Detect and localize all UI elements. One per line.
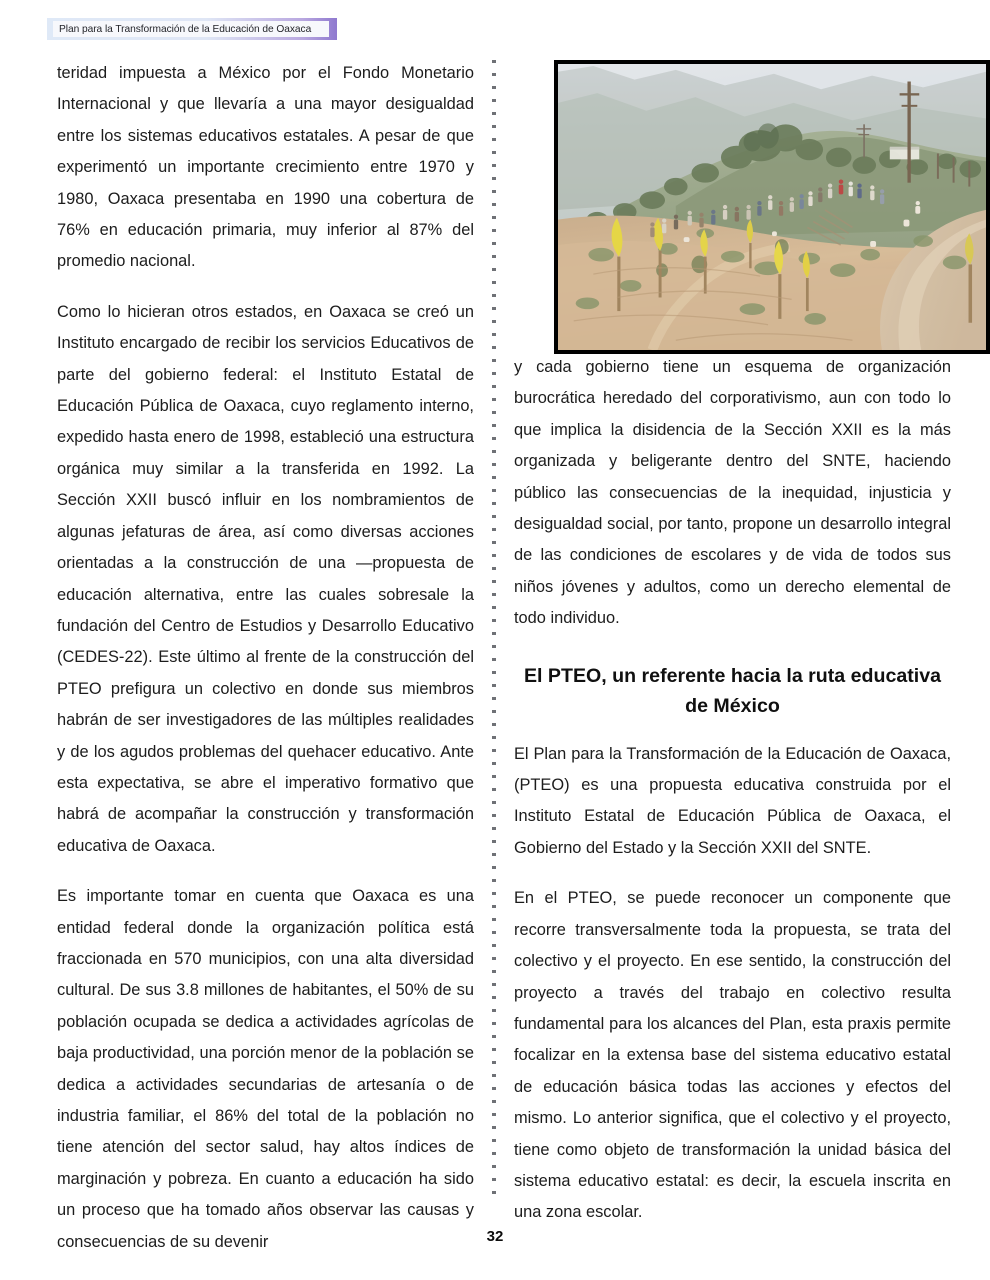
section-heading: El PTEO, un referente hacia la ruta educativa de México <box>523 664 942 717</box>
paragraph: Es importante tomar en cuenta que Oaxaca es una entidad federal donde la organización política está fraccionada en 570 municipios, con una alta diversidad cultural. De sus 3.8 millones de habitantes, el 50% de su población ocupada se dedica a actividades agrícolas de baja productividad, una porción menor de la población se dedica a actividades secundarias de artesanía o de industria familiar, el 86% del total de la población no tiene atención del sector salud, hay altos índices de marginación y pobreza. En cuanto a educación ha sido un proceso que ha tomado años observar las causas y consecuencias de su devenir <box>57 887 474 1251</box>
paragraph: Como lo hicieran otros estados, en Oaxaca se creó un Instituto encargado de recibir los servicios Educativos de parte del gobierno federal: el Instituto Estatal de Educación Pública de Oaxaca, cuyo reglamento interno, expedido hasta enero de 1998, estableció una estructura orgánica muy similar a la transferida en 1992. La Sección XXII buscó influir en los nombramientos de algunas jefaturas de área, así como diversas acciones orientadas a la construcción de una —propuesta de educación alternativa, entre las cuales sobresale la fundación del Centro de Estudios y Desarrollo Educativo (CEDES-22). Este último al frente de la construcción del PTEO prefigura un colectivo en donde sus miembros habrán de ser investigadores de las múltiples realidades y de los agudos problemas del quehacer educativo. Ante esta expectativa, se abre el imperativo formativo que habrá de acompañar la construcción y transformación educativa de Oaxaca. <box>57 302 474 855</box>
paragraph: teridad impuesta a México por el Fondo Monetario Internacional y que llevaría a una mayor desigualdad entre los sistemas educativos estatales. A pesar de que experimentó un importante crecimiento entre 1970 y 1980, Oaxaca presentaba en 1990 una cobertura de 76% en educación primaria, muy inferior al 87% del promedio nacional. <box>57 64 474 271</box>
page-number: 32 <box>486 1228 504 1245</box>
paragraph: El Plan para la Transformación de la Educación de Oaxaca, (PTEO) es una propuesta educativa construida por el Instituto Estatal de Educación Pública de Oaxaca, el Gobierno del Estado y la Sección XXII del SNTE. <box>514 744 951 857</box>
left-column <box>57 58 474 1258</box>
paragraph: y cada gobierno tiene un esquema de organización burocrática heredado del corporativismo, aun con todo lo que implica la disidencia de la Sección XXII es la más organizada y beligerante dentro del SNTE, haciendo público las consecuencias de la inequidad, injusticia y desigualdad social, por tanto, propone un desarrollo integral de las condiciones de escolares y de vida de todos sus niños jóvenes y adultos, como un derecho elemental de todo individuo. <box>514 358 951 628</box>
right-column <box>514 352 951 1229</box>
running-header-title: Plan para la Transformación de la Educación de Oaxaca <box>59 23 312 35</box>
paragraph: En el PTEO, se puede reconocer un componente que recorre transversalmente toda la propuesta, se trata del colectivo y el proyecto. En ese sentido, la construcción del proyecto a través del trabajo en colectivo resulta fundamental para los alcances del Plan, esta praxis permite focalizar en la extensa base del sistema educativo estatal de educación básica todas las acciones y efectos del mismo. Lo anterior significa, que el colectivo y el proyecto, tiene como objeto de transformación la unidad básica del sistema educativo estatal: es decir, la escuela inscrita en una zona escolar. <box>514 889 951 1222</box>
